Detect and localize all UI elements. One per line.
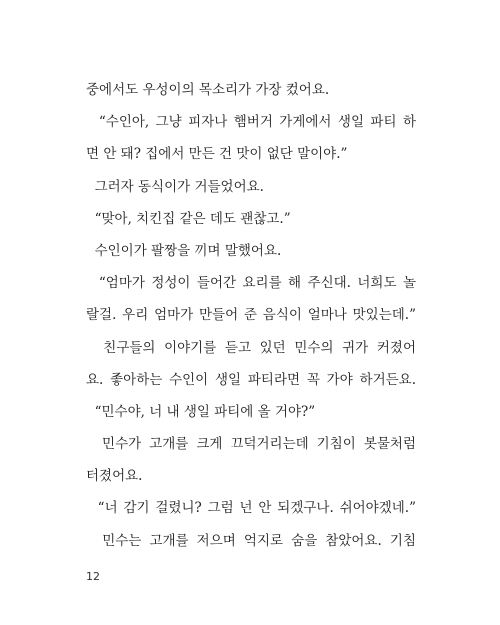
page-number: 12 (86, 570, 100, 583)
text-line: 랄걸. 우리 엄마가 만들어 준 음식이 얼마나 맛있는데.” (86, 307, 416, 324)
text-line: 그러자 동식이가 거들었어요. (86, 178, 264, 195)
text-line: “수인아, 그냥 피자나 햄버거 가게에서 생일 파티 하 (86, 114, 416, 131)
text-line: 면 안 돼? 집에서 만든 건 맛이 없단 말이야.” (86, 146, 348, 163)
text-line: 민수가 고개를 크게 끄덕거리는데 기침이 봇물처럼 (86, 436, 416, 453)
body-text (86, 74, 416, 557)
text-line: 터졌어요. (86, 468, 143, 485)
text-line: 친구들의 이야기를 듣고 있던 민수의 귀가 커졌어 (86, 339, 416, 356)
text-line: “엄마가 정성이 들어간 요리를 해 주신대. 너희도 놀 (86, 275, 416, 292)
text-line: “맞아, 치킨집 같은 데도 괜찮고.” (86, 210, 291, 227)
text-line: 중에서도 우성이의 목소리가 가장 컸어요. (86, 82, 330, 98)
text-line: 요. 좋아하는 수인이 생일 파티라면 꼭 가야 하거든요. (86, 371, 416, 388)
text-line: “너 감기 걸렸니? 그럼 넌 안 되겠구나. 쉬어야겠네.” (86, 500, 416, 517)
text-line: 수인이가 팔짱을 끼며 말했어요. (86, 242, 282, 259)
text-line: “민수야, 너 내 생일 파티에 올 거야?” (86, 403, 316, 420)
text-line: 민수는 고개를 저으며 억지로 숨을 참았어요. 기침 (86, 532, 416, 549)
